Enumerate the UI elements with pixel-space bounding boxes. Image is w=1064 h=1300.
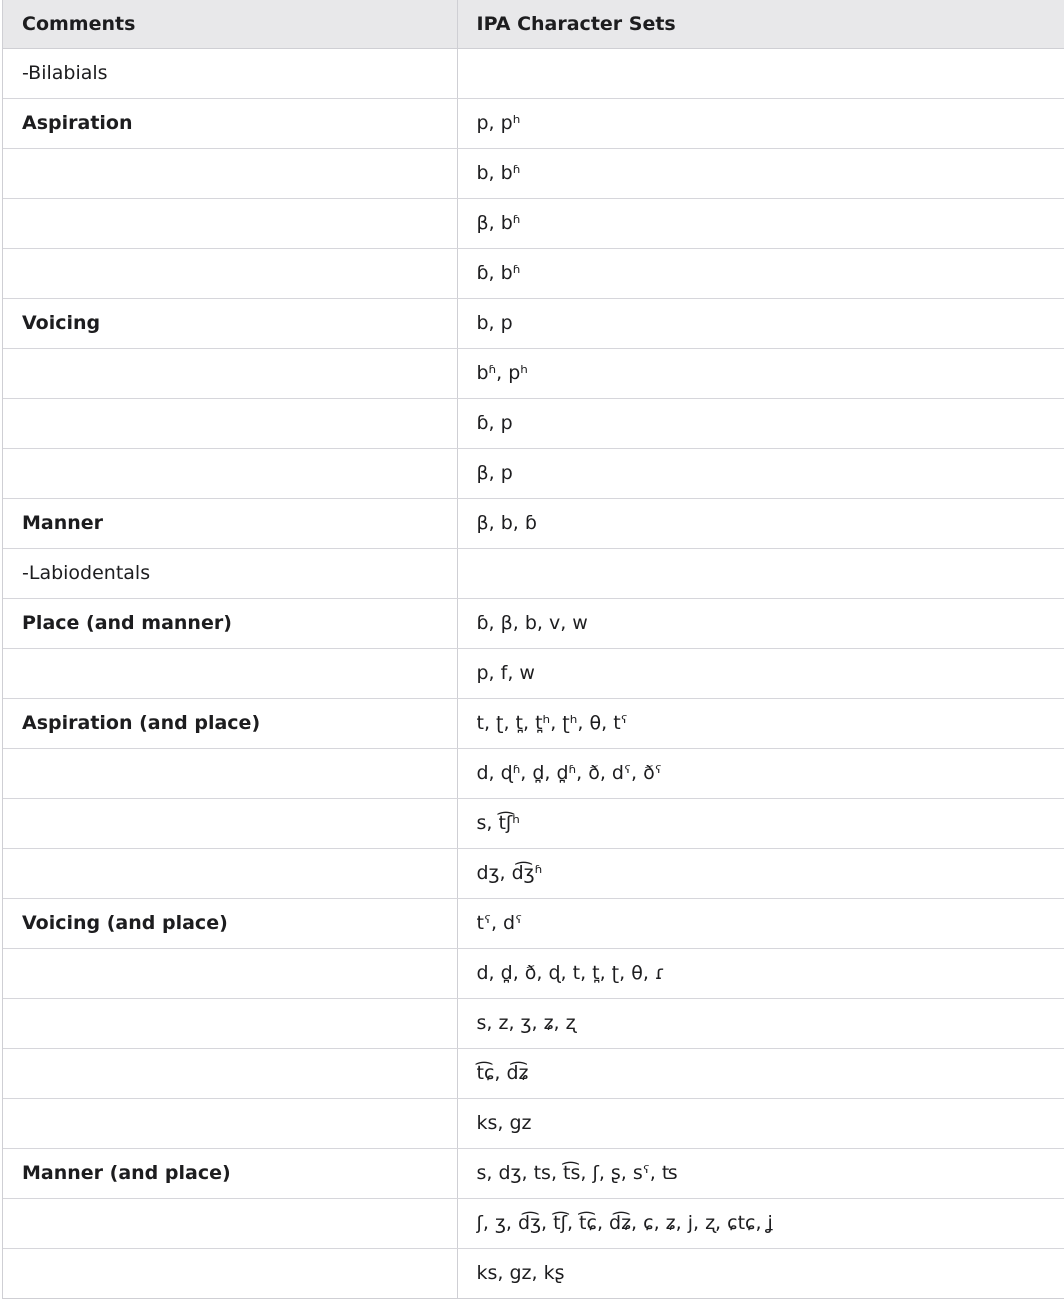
comment-cell	[3, 1098, 457, 1148]
comment-cell	[3, 1198, 457, 1248]
table-row	[3, 398, 1064, 448]
comment-cell: -Labiodentals	[3, 548, 457, 598]
ipa-charset-cell: β, p	[457, 448, 1064, 498]
header-row	[3, 0, 1064, 48]
comment-cell: Place (and manner)	[3, 598, 457, 648]
table-row	[3, 448, 1064, 498]
table-row	[3, 498, 1064, 548]
ipa-charset-cell	[457, 548, 1064, 598]
table-row	[3, 298, 1064, 348]
ipa-charset-cell: ks, gz, kʂ	[457, 1248, 1064, 1298]
comment-cell: Manner	[3, 498, 457, 548]
ipa-charset-cell: t͡ɕ, d͡ʑ	[457, 1048, 1064, 1098]
comment-cell	[3, 748, 457, 798]
ipa-charset-cell: β, bʱ	[457, 198, 1064, 248]
table-row	[3, 1148, 1064, 1198]
table-row	[3, 798, 1064, 848]
ipa-charset-cell: ɓ, β, b, v, w	[457, 598, 1064, 648]
ipa-table-container	[2, 0, 1064, 1299]
comment-cell: Manner (and place)	[3, 1148, 457, 1198]
comment-cell	[3, 948, 457, 998]
table-row	[3, 698, 1064, 748]
ipa-charset-cell: b, p	[457, 298, 1064, 348]
comment-cell: Voicing	[3, 298, 457, 348]
ipa-charset-cell: d, d̪, ð, ɖ, t, t̪, ʈ, θ, ɾ	[457, 948, 1064, 998]
comment-cell	[3, 398, 457, 448]
ipa-charset-cell	[457, 48, 1064, 98]
comment-cell: Aspiration (and place)	[3, 698, 457, 748]
table-row	[3, 998, 1064, 1048]
comment-cell	[3, 798, 457, 848]
comment-cell	[3, 648, 457, 698]
table-row	[3, 848, 1064, 898]
ipa-charset-cell: ɓ, bʱ	[457, 248, 1064, 298]
comment-cell: Voicing (and place)	[3, 898, 457, 948]
table-row	[3, 1048, 1064, 1098]
column-header-ipa-character-sets[interactable]: IPA Character Sets	[457, 0, 1064, 48]
table-row	[3, 98, 1064, 148]
table-row	[3, 48, 1064, 98]
ipa-charset-cell: dʒ, d͡ʒʱ	[457, 848, 1064, 898]
table-row	[3, 1198, 1064, 1248]
ipa-charset-cell: tˤ, dˤ	[457, 898, 1064, 948]
ipa-charset-cell: b, bʱ	[457, 148, 1064, 198]
table-row	[3, 898, 1064, 948]
table-row	[3, 548, 1064, 598]
table-header	[3, 0, 1064, 48]
table-row	[3, 348, 1064, 398]
table-row	[3, 1248, 1064, 1298]
table-row	[3, 648, 1064, 698]
comment-cell	[3, 448, 457, 498]
table-row	[3, 748, 1064, 798]
table-row	[3, 948, 1064, 998]
comment-cell: -Bilabials	[3, 48, 457, 98]
comment-cell	[3, 1248, 457, 1298]
ipa-charset-cell: p, f, w	[457, 648, 1064, 698]
comment-cell	[3, 198, 457, 248]
comment-cell	[3, 848, 457, 898]
table-row	[3, 248, 1064, 298]
ipa-charset-cell: p, pʰ	[457, 98, 1064, 148]
table-row	[3, 198, 1064, 248]
ipa-charset-cell: β, b, ɓ	[457, 498, 1064, 548]
column-header-comments[interactable]: Comments	[3, 0, 457, 48]
ipa-charset-cell: d, ɖʱ, d̪, d̪ʱ, ð, dˤ, ðˤ	[457, 748, 1064, 798]
ipa-charset-cell: s, dʒ, ts, t͡s, ʃ, ʂ, sˤ, ʦ	[457, 1148, 1064, 1198]
ipa-charset-cell: ʃ, ʒ, d͡ʒ, t͡ʃ, t͡ɕ, d͡ʑ, ɕ, ʑ, j, ʐ, ɕtɕ, ʝ	[457, 1198, 1064, 1248]
table-row	[3, 1098, 1064, 1148]
comment-cell	[3, 348, 457, 398]
table-row	[3, 148, 1064, 198]
ipa-charset-cell: s, t͡ʃʰ	[457, 798, 1064, 848]
ipa-charset-cell: bʱ, pʰ	[457, 348, 1064, 398]
ipa-charset-cell: t, ʈ, t̪, t̪ʰ, ʈʰ, θ, tˤ	[457, 698, 1064, 748]
ipa-charset-cell: ɓ, p	[457, 398, 1064, 448]
comment-cell	[3, 1048, 457, 1098]
ipa-charset-cell: ks, gz	[457, 1098, 1064, 1148]
table-row	[3, 598, 1064, 648]
comment-cell: Aspiration	[3, 98, 457, 148]
comment-cell	[3, 248, 457, 298]
table-body	[3, 48, 1064, 1298]
comment-cell	[3, 998, 457, 1048]
ipa-character-table	[3, 0, 1064, 1298]
comment-cell	[3, 148, 457, 198]
ipa-charset-cell: s, z, ʒ, ʑ, ʐ	[457, 998, 1064, 1048]
